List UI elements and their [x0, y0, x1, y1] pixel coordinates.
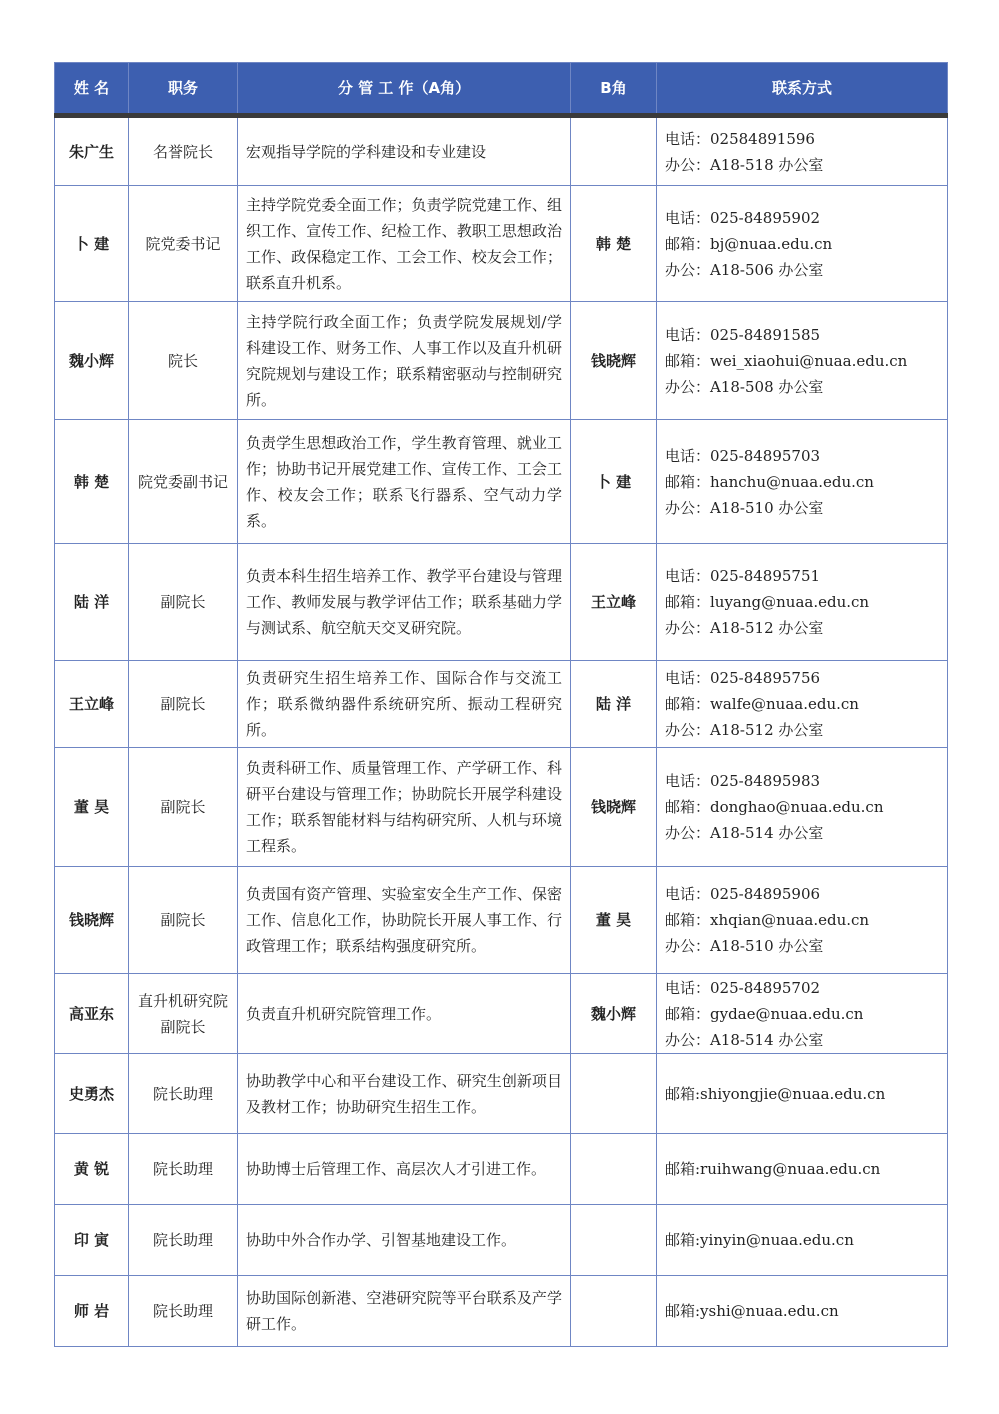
contact-cell — [657, 1205, 948, 1276]
name-cell: 魏小辉 — [55, 302, 129, 420]
b-role-cell: 卜 建 — [571, 420, 657, 544]
duty-cell: 主持学院党委全面工作；负责学院党建工作、组织工作、宣传工作、纪检工作、教职工思想政治工作、政保稳定工作、工会工作、校友会工作；联系直升机系。 — [238, 186, 571, 302]
duty-cell: 负责直升机研究院管理工作。 — [238, 974, 571, 1054]
contact-line: 邮箱:yshi@nuaa.edu.cn — [665, 1302, 839, 1320]
table-row — [55, 1054, 948, 1134]
b-role-cell: 钱晓辉 — [571, 748, 657, 867]
table-row — [55, 116, 948, 186]
header-duty: 分 管 工 作（A角） — [238, 63, 571, 116]
contact-line: 电话：025-84895702 — [665, 978, 821, 997]
contact-line: 邮箱：donghao@nuaa.edu.cn — [665, 798, 884, 816]
name-cell: 高亚东 — [55, 974, 129, 1054]
duty-cell: 协助国际创新港、空港研究院等平台联系及产学研工作。 — [238, 1276, 571, 1347]
contact-line: 邮箱：walfe@nuaa.edu.cn — [665, 695, 859, 713]
duty-cell: 协助教学中心和平台建设工作、研究生创新项目及教材工作；协助研究生招生工作。 — [238, 1054, 571, 1134]
contact-line: 电话：025-84891585 — [665, 325, 821, 344]
duty-cell: 负责科研工作、质量管理工作、产学研工作、科研平台建设与管理工作；协助院长开展学科建设工作；联系智能材料与结构研究所、人机与环境工程系。 — [238, 748, 571, 867]
contact-line: 邮箱:ruihwang@nuaa.edu.cn — [665, 1160, 881, 1178]
contact-cell — [657, 867, 948, 974]
role-cell: 名誉院长 — [129, 116, 238, 186]
contact-line: 办公：A18-514 办公室 — [665, 1030, 824, 1049]
table-row — [55, 974, 948, 1054]
table-row — [55, 1134, 948, 1205]
b-role-cell: 陆 洋 — [571, 661, 657, 748]
duty-cell: 负责研究生招生培养工作、国际合作与交流工作；联系微纳器件系统研究所、振动工程研究所。 — [238, 661, 571, 748]
contact-cell — [657, 1054, 948, 1134]
b-role-cell: 韩 楚 — [571, 186, 657, 302]
contact-line: 电话：025-84895906 — [665, 885, 821, 903]
duty-cell: 协助博士后管理工作、高层次人才引进工作。 — [238, 1134, 571, 1205]
name-cell: 陆 洋 — [55, 544, 129, 661]
b-role-cell — [571, 1134, 657, 1205]
contact-cell — [657, 1276, 948, 1347]
name-cell: 王立峰 — [55, 661, 129, 748]
contact-line: 电话：025-84895902 — [665, 208, 821, 227]
contact-line: 办公：A18-506 办公室 — [665, 260, 824, 279]
table-row — [55, 867, 948, 974]
header-b-role: B角 — [571, 63, 657, 116]
contact-line: 邮箱：bj@nuaa.edu.cn — [665, 234, 833, 253]
role-cell: 直升机研究院副院长 — [129, 974, 238, 1054]
b-role-cell — [571, 1205, 657, 1276]
contact-line: 电话：02584891596 — [665, 129, 815, 148]
table-row — [55, 661, 948, 748]
contact-line: 电话：025-84895703 — [665, 446, 821, 465]
contact-cell — [657, 116, 948, 186]
table-row — [55, 186, 948, 302]
role-cell: 副院长 — [129, 867, 238, 974]
b-role-cell — [571, 1054, 657, 1134]
contact-line: 电话：025-84895751 — [665, 567, 821, 585]
table-row — [55, 1276, 948, 1347]
role-cell: 副院长 — [129, 748, 238, 867]
name-cell: 朱广生 — [55, 116, 129, 186]
name-cell: 师 岩 — [55, 1276, 129, 1347]
contact-line: 邮箱：hanchu@nuaa.edu.cn — [665, 472, 874, 491]
duty-cell: 主持学院行政全面工作；负责学院发展规划/学科建设工作、财务工作、人事工作以及直升机研究院规划与建设工作；联系精密驱动与控制研究所。 — [238, 302, 571, 420]
role-cell: 院长助理 — [129, 1054, 238, 1134]
header-role: 职务 — [129, 63, 238, 116]
table-row — [55, 544, 948, 661]
table-row — [55, 1205, 948, 1276]
role-cell: 院长助理 — [129, 1134, 238, 1205]
duty-cell: 负责学生思想政治工作，学生教育管理、就业工作；协助书记开展党建工作、宣传工作、工会工作、校友会工作；联系飞行器系、空气动力学系。 — [238, 420, 571, 544]
role-cell: 院长 — [129, 302, 238, 420]
contact-line: 邮箱：wei_xiaohui@nuaa.edu.cn — [665, 351, 908, 370]
name-cell: 黄 锐 — [55, 1134, 129, 1205]
name-cell: 董 昊 — [55, 748, 129, 867]
contact-line: 邮箱:shiyongjie@nuaa.edu.cn — [665, 1084, 886, 1103]
role-cell: 副院长 — [129, 661, 238, 748]
table-row — [55, 748, 948, 867]
contact-line: 电话：025-84895756 — [665, 669, 821, 687]
b-role-cell: 董 昊 — [571, 867, 657, 974]
duty-cell: 宏观指导学院的学科建设和专业建设 — [238, 116, 571, 186]
role-cell: 院长助理 — [129, 1205, 238, 1276]
header-row — [55, 63, 948, 116]
contact-line: 邮箱：gydae@nuaa.edu.cn — [665, 1004, 864, 1023]
contact-line: 办公：A18-514 办公室 — [665, 824, 824, 842]
table-row — [55, 420, 948, 544]
contact-cell — [657, 186, 948, 302]
name-cell: 印 寅 — [55, 1205, 129, 1276]
table-body — [55, 116, 948, 1347]
role-cell: 院长助理 — [129, 1276, 238, 1347]
duty-cell: 协助中外合作办学、引智基地建设工作。 — [238, 1205, 571, 1276]
name-cell: 卜 建 — [55, 186, 129, 302]
contact-line: 办公：A18-512 办公室 — [665, 721, 824, 739]
name-cell: 钱晓辉 — [55, 867, 129, 974]
table-row — [55, 302, 948, 420]
contact-line: 办公：A18-510 办公室 — [665, 498, 824, 517]
contact-cell — [657, 1134, 948, 1205]
duty-cell: 负责本科生招生培养工作、教学平台建设与管理工作、教师发展与教学评估工作；联系基础力学与测试系、航空航天交叉研究院。 — [238, 544, 571, 661]
contact-line: 办公：A18-512 办公室 — [665, 619, 824, 637]
leadership-table — [54, 62, 948, 1347]
contact-cell — [657, 748, 948, 867]
duty-cell: 负责国有资产管理、实验室安全生产工作、保密工作、信息化工作，协助院长开展人事工作、行政管理工作；联系结构强度研究所。 — [238, 867, 571, 974]
contact-line: 办公：A18-508 办公室 — [665, 377, 824, 396]
header-name: 姓 名 — [55, 63, 129, 116]
contact-cell — [657, 302, 948, 420]
contact-cell — [657, 974, 948, 1054]
b-role-cell — [571, 116, 657, 186]
name-cell: 史勇杰 — [55, 1054, 129, 1134]
contact-cell — [657, 661, 948, 748]
b-role-cell: 钱晓辉 — [571, 302, 657, 420]
contact-cell — [657, 544, 948, 661]
contact-line: 办公：A18-518 办公室 — [665, 155, 824, 174]
role-cell: 院党委副书记 — [129, 420, 238, 544]
b-role-cell — [571, 1276, 657, 1347]
contact-line: 办公：A18-510 办公室 — [665, 937, 824, 955]
contact-cell — [657, 420, 948, 544]
header-contact: 联系方式 — [657, 63, 948, 116]
role-cell: 院党委书记 — [129, 186, 238, 302]
contact-line: 邮箱:yinyin@nuaa.edu.cn — [665, 1231, 854, 1249]
contact-line: 电话：025-84895983 — [665, 772, 821, 790]
role-cell: 副院长 — [129, 544, 238, 661]
b-role-cell: 王立峰 — [571, 544, 657, 661]
contact-line: 邮箱：luyang@nuaa.edu.cn — [665, 593, 870, 611]
b-role-cell: 魏小辉 — [571, 974, 657, 1054]
contact-line: 邮箱：xhqian@nuaa.edu.cn — [665, 911, 870, 929]
name-cell: 韩 楚 — [55, 420, 129, 544]
